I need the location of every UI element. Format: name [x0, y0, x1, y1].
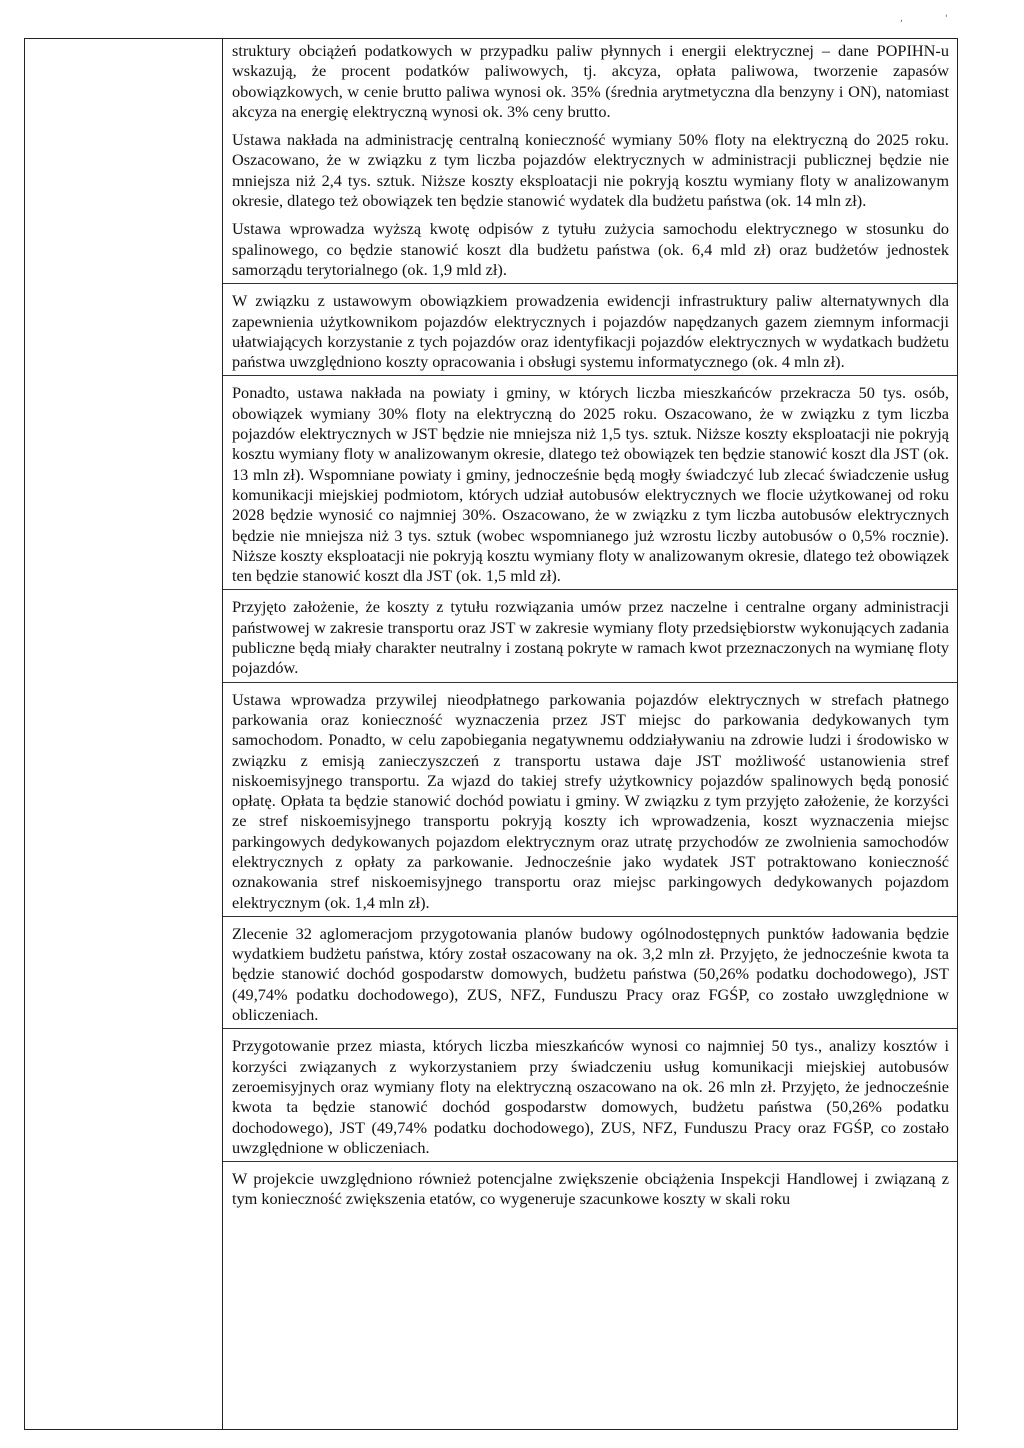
paragraph: Ponadto, ustawa nakłada na powiaty i gminy, w których liczba mieszkańców przekracza 50 tys. osób, obowiązek wymiany 30% floty na elektryczną do 2025 roku. Oszacowano, że w związku z tym liczba pojazdów elektrycznych w JST będzie nie mniejsza niż 1,5 tys. sztuk. Niższe koszty eksploatacji nie pokryją kosztu wymiany floty w analizowanym okresie, dlatego też obowiązek ten będzie stanowić koszt dla JST (ok. 13 mln zł). Wspomniane powiaty i gminy, jednocześnie będą mogły świadczyć lub zlecać świadczenie usług komunikacji miejskiej podmiotom, których udział autobusów elektrycznych we flocie użytkowanej od roku 2028 będzie wynosić co najmniej 30%. Oszacowano, że w związku z tym liczba autobusów elektrycznych będzie nie mniejsza niż 3 tys. sztuk (wobec wspomnianego już wzrostu liczby autobusów o 0,5% rocznie). Niższe koszty eksploatacji nie pokryją kosztu wymiany floty w analizowanym okresie, dlatego też obowiązek ten będzie stanowić koszt dla JST (ok. 1,5 mld zł). — [232, 383, 949, 586]
content-cell — [223, 590, 957, 682]
content-column — [223, 39, 957, 1429]
paragraph: Przygotowanie przez miasta, których liczba mieszkańców wynosi co najmniej 50 tys., analizy kosztów i korzyści związanych z wykorzystaniem przy świadczeniu usług komunikacji miejskiej autobusów zeroemisyjnych oraz wymiany floty na elektryczną oszacowano na ok. 26 mln zł. Przyjęto, że jednocześnie kwota ta będzie stanowić dochód gospodarstw domowych, budżetu państwa (50,26% podatku dochodowego), JST (49,74% podatku dochodowego), ZUS, NFZ, Funduszu Pracy oraz FGŚP, co zostało uwzględnione w obliczeniach. — [232, 1036, 949, 1157]
content-cell — [223, 284, 957, 376]
scan-mark-1: , — [900, 14, 903, 24]
paragraph: Ustawa nakłada na administrację centralną konieczność wymiany 50% floty na elektryczną do 2025 roku. Oszacowano, że w związku z tym liczba pojazdów elektrycznych w administracji publicznej będzie nie mniejsza niż 2,4 tys. sztuk. Niższe koszty eksploatacji nie pokryją kosztu wymiany floty w analizowanym okresie, dlatego też obowiązek ten będzie stanowić wydatek dla budżetu państwa (ok. 14 mln zł). — [232, 130, 949, 211]
paragraph: Ustawa wprowadza wyższą kwotę odpisów z tytułu zużycia samochodu elektrycznego w stosunku do spalinowego, co będzie stanowić koszt dla budżetu państwa (ok. 6,4 mld zł) oraz budżetów jednostek samorządu terytorialnego (ok. 1,9 mld zł). — [232, 219, 949, 279]
paragraph: Zlecenie 32 aglomeracjom przygotowania planów budowy ogólnodostępnych punktów ładowania będzie wydatkiem budżetu państwa, który został oszacowany na ok. 3,2 mln zł. Przyjęto, że jednocześnie kwota ta będzie stanowić dochód gospodarstw domowych, budżetu państwa (50,26% podatku dochodowego), JST (49,74% podatku dochodowego), ZUS, NFZ, Funduszu Pracy oraz FGŚP, co zostało uwzględnione w obliczeniach. — [232, 923, 949, 1025]
paragraph: struktury obciążeń podatkowych w przypadku paliw płynnych i energii elektrycznej – dane POPIHN-u wskazują, że procent podatków paliwowych, tj. akcyza, opłata paliwowa, tworzenie zapasów obowiązkowych, w cenie brutto paliwa wynosi ok. 35% (średnia arytmetyczna dla benzyny i ON), natomiast akcyza na energię elektryczną wynosi ok. 3% ceny brutto. — [232, 41, 949, 121]
paragraph: Przyjęto założenie, że koszty z tytułu rozwiązania umów przez naczelne i centralne organy administracji państwowej w zakresie transportu oraz JST w zakresie wymiany floty przedsiębiorstw wykonujących zadania publiczne będą miały charakter neutralny i zostaną pokryte w ramach kwot przeznaczonych na wymianę floty pojazdów. — [232, 597, 949, 678]
content-cell — [223, 1029, 957, 1162]
scan-mark-2: ' — [945, 14, 948, 24]
paragraph: W związku z ustawowym obowiązkiem prowadzenia ewidencji infrastruktury paliw alternatywnych dla zapewnienia użytkownikom pojazdów elektrycznych i pojazdów napędzanych gazem ziemnym informacji ułatwiających korzystanie z tych pojazdów oraz identyfikacji pojazdów elektrycznych w wydatkach budżetu państwa uwzględniono koszty opracowania i obsługi systemu informatycznego (ok. 4 mln zł). — [232, 291, 949, 372]
content-cell — [223, 1162, 957, 1213]
paragraph: Ustawa wprowadza przywilej nieodpłatnego parkowania pojazdów elektrycznych w strefach płatnego parkowania oraz konieczność wyznaczenia przez JST miejsc do parkowania dedykowanych tym samochodom. Ponadto, w celu zapobiegania negatywnemu oddziaływaniu na zdrowie ludzi i środowisko w związku z emisją zanieczyszczeń z transportu ustawa daje JST możliwość ustanowienia stref niskoemisyjnego transportu. Za wjazd do takiej strefy użytkownicy pojazdów spalinowych będą ponosić opłatę. Opłata ta będzie stanowić dochód powiatu i gminy. W związku z tym przyjęto założenie, że korzyści ze stref niskoemisyjnego transportu pokryją koszty ich wprowadzenia, koszt wyznaczenia miejsc parkingowych dedykowanych pojazdom elektrycznym oraz utratę przychodów ze zwolnienia samochodów elektrycznych z opłaty za parkowanie. Jednocześnie jako wydatek JST potraktowano konieczność oznakowania stref niskoemisyjnego transportu oraz miejsc parkingowych dedykowanych pojazdom elektrycznym (ok. 1,4 mln zł). — [232, 689, 949, 912]
left-empty-column — [25, 39, 223, 1429]
document-table — [24, 38, 958, 1430]
content-cell — [223, 917, 957, 1029]
paragraph: W projekcie uwzględniono również potencjalne zwiększenie obciążenia Inspekcji Handlowej i związaną z tym konieczność zwiększenia etatów, co wygeneruje szacunkowe koszty w skali roku — [232, 1169, 949, 1209]
content-cell — [223, 39, 957, 284]
content-cell — [223, 376, 957, 590]
content-cell — [223, 683, 957, 917]
